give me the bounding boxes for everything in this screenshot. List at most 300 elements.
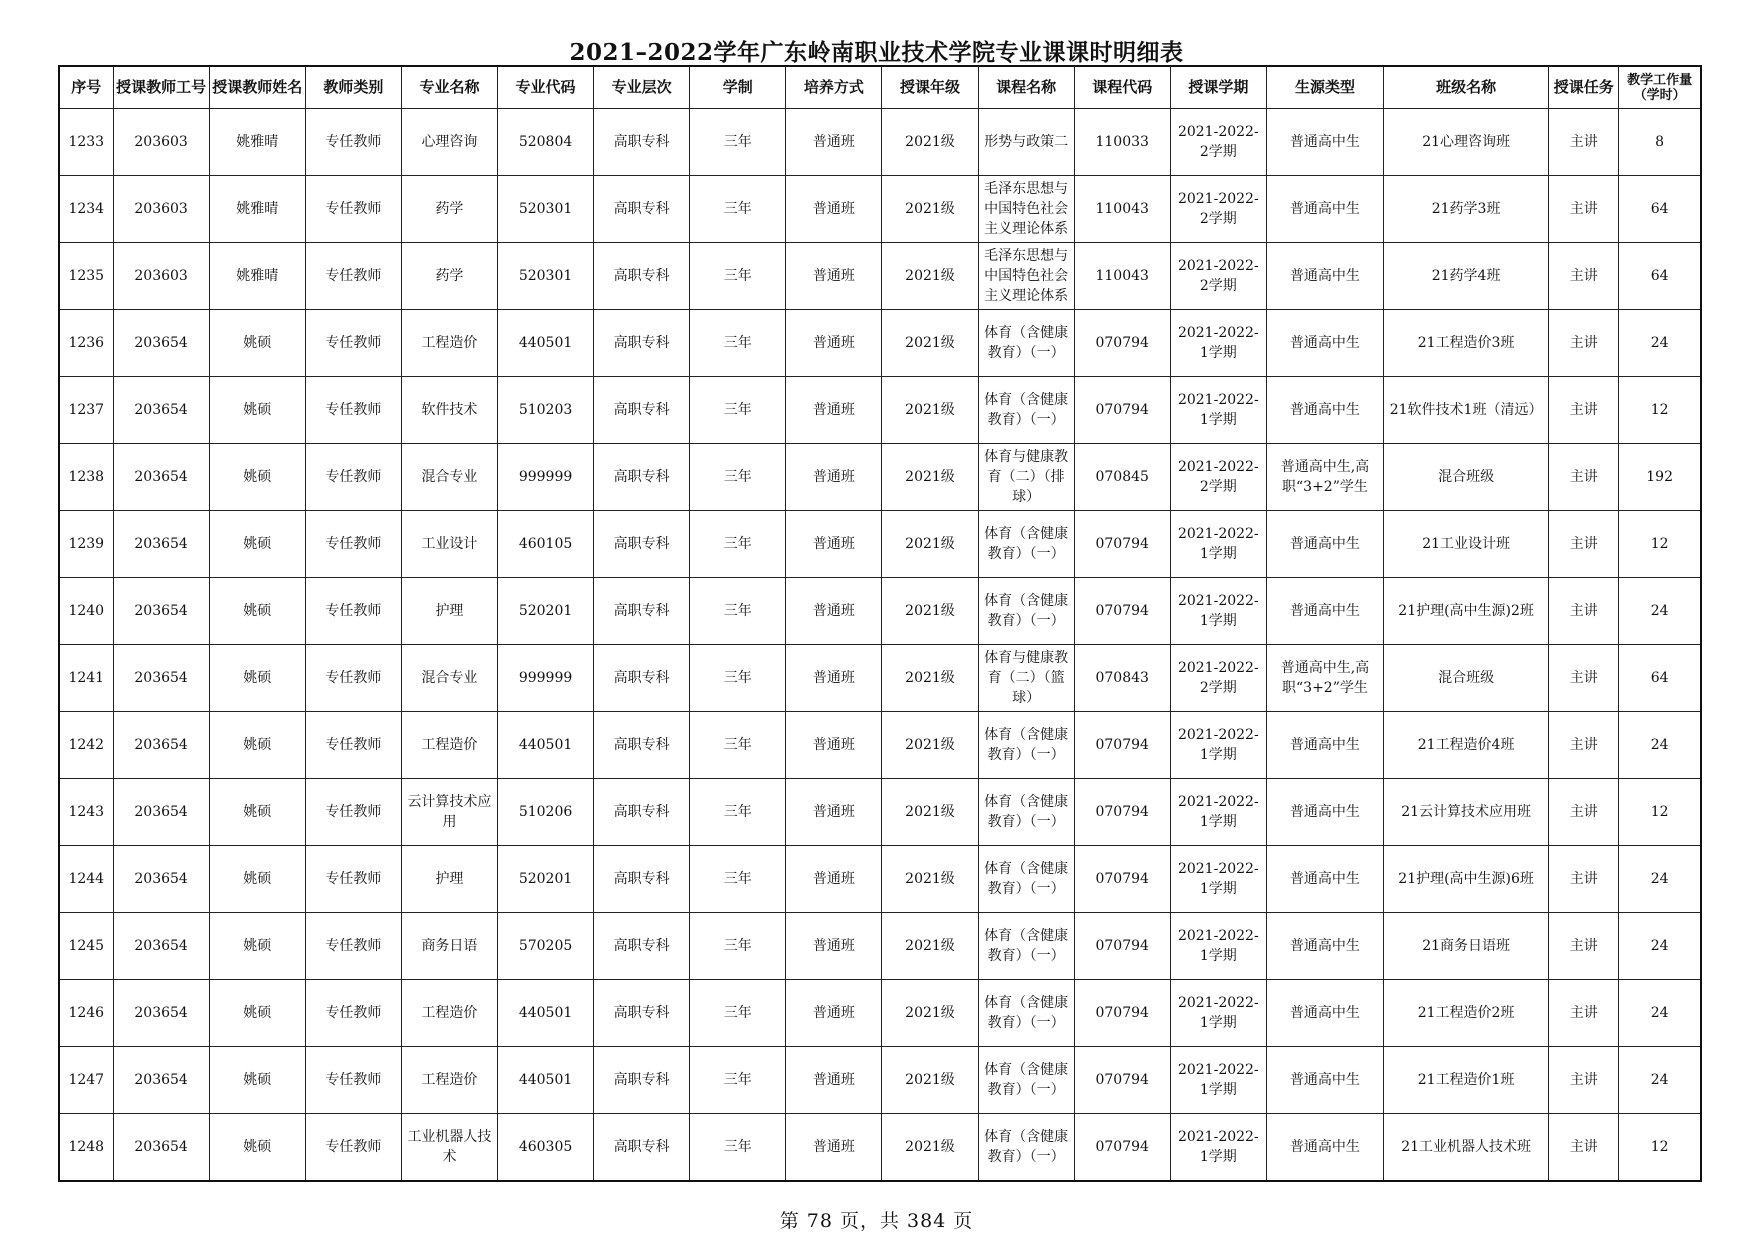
cell-col-workload: 12 — [1619, 779, 1701, 846]
cell-col-teacher-name: 姚硕 — [209, 377, 305, 444]
cell-col-task: 主讲 — [1549, 109, 1619, 176]
cell-col-workload: 24 — [1619, 1047, 1701, 1114]
cell-col-workload: 192 — [1619, 444, 1701, 511]
cell-col-index: 1246 — [59, 980, 113, 1047]
cell-col-major-code: 520201 — [498, 846, 594, 913]
header-col-training-mode: 培养方式 — [786, 66, 882, 109]
table-row — [59, 913, 1701, 980]
cell-col-student-source: 普通高中生 — [1266, 176, 1383, 243]
cell-col-task: 主讲 — [1549, 645, 1619, 712]
cell-col-duration: 三年 — [690, 712, 786, 779]
course-name-text: 体育与健康教育（二）（篮球） — [984, 650, 1069, 706]
course-name-text: 体育（含健康教育）（一） — [984, 928, 1069, 964]
cell-col-teacher-type: 专任教师 — [305, 243, 401, 310]
cell-col-major-code: 460305 — [498, 1114, 594, 1182]
cell-col-workload: 12 — [1619, 377, 1701, 444]
cell-col-major-name: 软件技术 — [401, 377, 497, 444]
cell-col-duration: 三年 — [690, 913, 786, 980]
cell-col-grade: 2021级 — [882, 779, 978, 846]
header-col-teacher-type: 教师类别 — [305, 66, 401, 109]
cell-col-teacher-name: 姚硕 — [209, 511, 305, 578]
cell-col-teacher-id: 203654 — [113, 578, 209, 645]
table-row — [59, 578, 1701, 645]
cell-col-index: 1247 — [59, 1047, 113, 1114]
cell-col-course-name — [978, 913, 1074, 980]
cell-col-teacher-type: 专任教师 — [305, 578, 401, 645]
cell-col-major-level: 高职专科 — [594, 176, 690, 243]
cell-col-task: 主讲 — [1549, 310, 1619, 377]
cell-col-course-code: 070794 — [1074, 310, 1170, 377]
cell-col-term: 2021-2022-2学期 — [1170, 176, 1266, 243]
cell-col-course-name — [978, 243, 1074, 310]
cell-col-major-name: 混合专业 — [401, 645, 497, 712]
cell-col-major-code: 520804 — [498, 109, 594, 176]
cell-col-student-source: 普通高中生 — [1266, 109, 1383, 176]
cell-col-workload: 24 — [1619, 578, 1701, 645]
cell-col-course-code: 070794 — [1074, 1047, 1170, 1114]
course-name-text: 体育（含健康教育）（一） — [984, 325, 1069, 361]
cell-col-training-mode: 普通班 — [786, 913, 882, 980]
cell-col-teacher-id: 203654 — [113, 913, 209, 980]
cell-col-teacher-type: 专任教师 — [305, 645, 401, 712]
cell-col-duration: 三年 — [690, 176, 786, 243]
cell-col-training-mode: 普通班 — [786, 1047, 882, 1114]
header-col-teacher-name: 授课教师姓名 — [209, 66, 305, 109]
cell-col-major-name: 商务日语 — [401, 913, 497, 980]
cell-col-major-code: 440501 — [498, 980, 594, 1047]
cell-col-training-mode: 普通班 — [786, 980, 882, 1047]
cell-col-student-source: 普通高中生 — [1266, 1114, 1383, 1182]
cell-col-training-mode: 普通班 — [786, 310, 882, 377]
cell-col-grade: 2021级 — [882, 310, 978, 377]
cell-col-major-level: 高职专科 — [594, 310, 690, 377]
table-row — [59, 444, 1701, 511]
course-name-text: 体育（含健康教育）（一） — [984, 995, 1069, 1031]
cell-col-index: 1238 — [59, 444, 113, 511]
course-name-text: 体育（含健康教育）（一） — [984, 727, 1069, 763]
cell-col-course-code: 070794 — [1074, 578, 1170, 645]
cell-col-teacher-name: 姚雅晴 — [209, 109, 305, 176]
cell-col-term: 2021-2022-1学期 — [1170, 913, 1266, 980]
cell-col-training-mode: 普通班 — [786, 779, 882, 846]
cell-col-teacher-type: 专任教师 — [305, 377, 401, 444]
course-name-text: 形势与政策二 — [984, 134, 1069, 150]
cell-col-grade: 2021级 — [882, 913, 978, 980]
cell-col-major-code: 570205 — [498, 913, 594, 980]
header-col-teacher-id: 授课教师工号 — [113, 66, 209, 109]
cell-col-class-name: 21工业机器人技术班 — [1384, 1114, 1549, 1182]
cell-col-course-code: 070794 — [1074, 377, 1170, 444]
cell-col-teacher-id: 203654 — [113, 1047, 209, 1114]
cell-col-major-name: 工程造价 — [401, 1047, 497, 1114]
cell-col-major-name: 混合专业 — [401, 444, 497, 511]
table-row — [59, 1114, 1701, 1182]
cell-col-major-name: 药学 — [401, 243, 497, 310]
cell-col-major-level: 高职专科 — [594, 1114, 690, 1182]
cell-col-task: 主讲 — [1549, 511, 1619, 578]
cell-col-class-name: 21药学3班 — [1384, 176, 1549, 243]
cell-col-major-code: 520201 — [498, 578, 594, 645]
cell-col-teacher-name: 姚硕 — [209, 645, 305, 712]
cell-col-grade: 2021级 — [882, 578, 978, 645]
table-row — [59, 377, 1701, 444]
cell-col-duration: 三年 — [690, 377, 786, 444]
cell-col-class-name: 混合班级 — [1384, 645, 1549, 712]
cell-col-teacher-id: 203654 — [113, 980, 209, 1047]
cell-col-training-mode: 普通班 — [786, 444, 882, 511]
cell-col-course-name — [978, 846, 1074, 913]
course-hours-table — [58, 65, 1702, 1182]
cell-col-student-source: 普通高中生 — [1266, 980, 1383, 1047]
cell-col-workload: 24 — [1619, 846, 1701, 913]
cell-col-course-code: 070794 — [1074, 779, 1170, 846]
header-col-student-source: 生源类型 — [1266, 66, 1383, 109]
cell-col-teacher-type: 专任教师 — [305, 176, 401, 243]
cell-col-class-name: 21工程造价1班 — [1384, 1047, 1549, 1114]
cell-col-class-name: 混合班级 — [1384, 444, 1549, 511]
header-col-duration: 学制 — [690, 66, 786, 109]
header-col-major-name: 专业名称 — [401, 66, 497, 109]
page-title: 2021–2022学年广东岭南职业技术学院专业课课时明细表 — [569, 39, 1184, 66]
cell-col-term: 2021-2022-1学期 — [1170, 377, 1266, 444]
cell-col-student-source: 普通高中生 — [1266, 1047, 1383, 1114]
cell-col-term: 2021-2022-2学期 — [1170, 243, 1266, 310]
cell-col-training-mode: 普通班 — [786, 243, 882, 310]
cell-col-course-name — [978, 980, 1074, 1047]
cell-col-teacher-type: 专任教师 — [305, 980, 401, 1047]
header-col-major-code: 专业代码 — [498, 66, 594, 109]
cell-col-class-name: 21商务日语班 — [1384, 913, 1549, 980]
course-name-text: 体育（含健康教育）（一） — [984, 1062, 1069, 1098]
cell-col-teacher-id: 203603 — [113, 243, 209, 310]
cell-col-major-code: 440501 — [498, 712, 594, 779]
cell-col-course-name — [978, 377, 1074, 444]
cell-col-workload: 24 — [1619, 712, 1701, 779]
cell-col-major-code: 999999 — [498, 444, 594, 511]
cell-col-workload: 64 — [1619, 645, 1701, 712]
cell-col-course-code: 110033 — [1074, 109, 1170, 176]
cell-col-course-code: 110043 — [1074, 243, 1170, 310]
course-name-text: 体育（含健康教育）（一） — [984, 861, 1069, 897]
cell-col-grade: 2021级 — [882, 645, 978, 712]
cell-col-class-name: 21工业设计班 — [1384, 511, 1549, 578]
cell-col-duration: 三年 — [690, 1047, 786, 1114]
cell-col-workload: 24 — [1619, 913, 1701, 980]
cell-col-teacher-type: 专任教师 — [305, 913, 401, 980]
cell-col-training-mode: 普通班 — [786, 645, 882, 712]
cell-col-course-code: 070794 — [1074, 511, 1170, 578]
cell-col-teacher-id: 203654 — [113, 1114, 209, 1182]
cell-col-major-name: 心理咨询 — [401, 109, 497, 176]
cell-col-teacher-type: 专任教师 — [305, 846, 401, 913]
cell-col-duration: 三年 — [690, 243, 786, 310]
cell-col-student-source: 普通高中生 — [1266, 846, 1383, 913]
cell-col-course-name — [978, 176, 1074, 243]
cell-col-task: 主讲 — [1549, 377, 1619, 444]
cell-col-duration: 三年 — [690, 578, 786, 645]
cell-col-major-name: 护理 — [401, 846, 497, 913]
header-col-workload: 教学工作量（学时） — [1619, 66, 1701, 109]
cell-col-teacher-type: 专任教师 — [305, 779, 401, 846]
cell-col-teacher-name: 姚硕 — [209, 712, 305, 779]
cell-col-training-mode: 普通班 — [786, 377, 882, 444]
cell-col-index: 1241 — [59, 645, 113, 712]
cell-col-task: 主讲 — [1549, 846, 1619, 913]
cell-col-student-source: 普通高中生 — [1266, 712, 1383, 779]
cell-col-grade: 2021级 — [882, 846, 978, 913]
cell-col-task: 主讲 — [1549, 1047, 1619, 1114]
cell-col-major-level: 高职专科 — [594, 1047, 690, 1114]
header-col-course-name: 课程名称 — [978, 66, 1074, 109]
cell-col-duration: 三年 — [690, 645, 786, 712]
cell-col-workload: 24 — [1619, 980, 1701, 1047]
cell-col-class-name: 21药学4班 — [1384, 243, 1549, 310]
cell-col-training-mode: 普通班 — [786, 109, 882, 176]
cell-col-course-name — [978, 712, 1074, 779]
cell-col-teacher-id: 203654 — [113, 310, 209, 377]
cell-col-task: 主讲 — [1549, 980, 1619, 1047]
table-row — [59, 712, 1701, 779]
cell-col-student-source: 普通高中生,高职“3+2”学生 — [1266, 444, 1383, 511]
cell-col-major-code: 510206 — [498, 779, 594, 846]
cell-col-student-source: 普通高中生 — [1266, 578, 1383, 645]
table-header-row — [59, 66, 1701, 109]
cell-col-duration: 三年 — [690, 846, 786, 913]
cell-col-task: 主讲 — [1549, 913, 1619, 980]
header-col-course-code: 课程代码 — [1074, 66, 1170, 109]
course-name-text: 毛泽东思想与中国特色社会主义理论体系 — [984, 181, 1069, 237]
cell-col-major-name: 工程造价 — [401, 712, 497, 779]
cell-col-course-code: 070794 — [1074, 846, 1170, 913]
cell-col-major-code: 520301 — [498, 176, 594, 243]
cell-col-student-source: 普通高中生 — [1266, 310, 1383, 377]
page-footer: 第 78 页，共 384 页 — [779, 1210, 974, 1232]
cell-col-teacher-type: 专任教师 — [305, 444, 401, 511]
cell-col-teacher-id: 203603 — [113, 109, 209, 176]
cell-col-task: 主讲 — [1549, 243, 1619, 310]
cell-col-class-name: 21工程造价3班 — [1384, 310, 1549, 377]
cell-col-teacher-name: 姚硕 — [209, 779, 305, 846]
table-row — [59, 511, 1701, 578]
cell-col-major-level: 高职专科 — [594, 444, 690, 511]
cell-col-course-name — [978, 511, 1074, 578]
cell-col-major-name: 云计算技术应用 — [401, 779, 497, 846]
cell-col-teacher-name: 姚硕 — [209, 846, 305, 913]
cell-col-workload: 64 — [1619, 243, 1701, 310]
cell-col-grade: 2021级 — [882, 712, 978, 779]
cell-col-major-level: 高职专科 — [594, 712, 690, 779]
header-col-grade: 授课年级 — [882, 66, 978, 109]
cell-col-teacher-type: 专任教师 — [305, 1047, 401, 1114]
cell-col-major-level: 高职专科 — [594, 913, 690, 980]
header-col-index: 序号 — [59, 66, 113, 109]
cell-col-student-source: 普通高中生 — [1266, 511, 1383, 578]
cell-col-training-mode: 普通班 — [786, 176, 882, 243]
cell-col-index: 1233 — [59, 109, 113, 176]
cell-col-teacher-name: 姚硕 — [209, 444, 305, 511]
cell-col-course-code: 070794 — [1074, 1114, 1170, 1182]
cell-col-teacher-type: 专任教师 — [305, 1114, 401, 1182]
cell-col-grade: 2021级 — [882, 980, 978, 1047]
cell-col-major-level: 高职专科 — [594, 243, 690, 310]
cell-col-teacher-id: 203654 — [113, 846, 209, 913]
cell-col-index: 1235 — [59, 243, 113, 310]
course-name-text: 体育与健康教育（二）（排球） — [984, 449, 1069, 505]
cell-col-task: 主讲 — [1549, 444, 1619, 511]
cell-col-task: 主讲 — [1549, 578, 1619, 645]
cell-col-index: 1243 — [59, 779, 113, 846]
cell-col-teacher-name: 姚硕 — [209, 1114, 305, 1182]
cell-col-teacher-name: 姚硕 — [209, 310, 305, 377]
cell-col-student-source: 普通高中生 — [1266, 377, 1383, 444]
cell-col-grade: 2021级 — [882, 176, 978, 243]
cell-col-major-name: 工程造价 — [401, 310, 497, 377]
cell-col-term: 2021-2022-1学期 — [1170, 1114, 1266, 1182]
cell-col-index: 1239 — [59, 511, 113, 578]
cell-col-major-code: 440501 — [498, 310, 594, 377]
cell-col-course-code: 110043 — [1074, 176, 1170, 243]
table-row — [59, 310, 1701, 377]
cell-col-duration: 三年 — [690, 980, 786, 1047]
cell-col-course-name — [978, 310, 1074, 377]
cell-col-teacher-name: 姚硕 — [209, 578, 305, 645]
cell-col-major-level: 高职专科 — [594, 846, 690, 913]
cell-col-term: 2021-2022-1学期 — [1170, 779, 1266, 846]
cell-col-major-name: 工业设计 — [401, 511, 497, 578]
cell-col-workload: 24 — [1619, 310, 1701, 377]
cell-col-major-level: 高职专科 — [594, 511, 690, 578]
cell-col-major-name: 工程造价 — [401, 980, 497, 1047]
cell-col-training-mode: 普通班 — [786, 578, 882, 645]
cell-col-term: 2021-2022-2学期 — [1170, 444, 1266, 511]
cell-col-class-name: 21护理(高中生源)6班 — [1384, 846, 1549, 913]
cell-col-course-code: 070794 — [1074, 712, 1170, 779]
cell-col-teacher-id: 203654 — [113, 444, 209, 511]
cell-col-major-level: 高职专科 — [594, 779, 690, 846]
cell-col-class-name: 21云计算技术应用班 — [1384, 779, 1549, 846]
cell-col-workload: 12 — [1619, 1114, 1701, 1182]
cell-col-teacher-id: 203654 — [113, 377, 209, 444]
cell-col-training-mode: 普通班 — [786, 846, 882, 913]
cell-col-term: 2021-2022-1学期 — [1170, 578, 1266, 645]
cell-col-teacher-type: 专任教师 — [305, 310, 401, 377]
cell-col-teacher-type: 专任教师 — [305, 109, 401, 176]
table-row — [59, 645, 1701, 712]
table-body — [59, 109, 1701, 1182]
cell-col-teacher-id: 203654 — [113, 511, 209, 578]
cell-col-term: 2021-2022-2学期 — [1170, 109, 1266, 176]
cell-col-student-source: 普通高中生 — [1266, 243, 1383, 310]
cell-col-student-source: 普通高中生,高职“3+2”学生 — [1266, 645, 1383, 712]
course-name-text: 体育（含健康教育）（一） — [984, 526, 1069, 562]
header-col-term: 授课学期 — [1170, 66, 1266, 109]
cell-col-teacher-name: 姚雅晴 — [209, 176, 305, 243]
cell-col-duration: 三年 — [690, 511, 786, 578]
table-row — [59, 243, 1701, 310]
cell-col-course-code: 070845 — [1074, 444, 1170, 511]
cell-col-teacher-name: 姚硕 — [209, 913, 305, 980]
cell-col-term: 2021-2022-2学期 — [1170, 645, 1266, 712]
cell-col-workload: 64 — [1619, 176, 1701, 243]
cell-col-workload: 8 — [1619, 109, 1701, 176]
cell-col-major-level: 高职专科 — [594, 645, 690, 712]
cell-col-term: 2021-2022-1学期 — [1170, 712, 1266, 779]
cell-col-task: 主讲 — [1549, 176, 1619, 243]
cell-col-term: 2021-2022-1学期 — [1170, 511, 1266, 578]
cell-col-course-name — [978, 1114, 1074, 1182]
cell-col-teacher-name: 姚硕 — [209, 980, 305, 1047]
cell-col-teacher-name: 姚雅晴 — [209, 243, 305, 310]
cell-col-course-name — [978, 1047, 1074, 1114]
cell-col-class-name: 21工程造价2班 — [1384, 980, 1549, 1047]
cell-col-duration: 三年 — [690, 310, 786, 377]
course-name-text: 体育（含健康教育）（一） — [984, 794, 1069, 830]
table-row — [59, 176, 1701, 243]
cell-col-student-source: 普通高中生 — [1266, 779, 1383, 846]
course-name-text: 毛泽东思想与中国特色社会主义理论体系 — [984, 248, 1069, 304]
cell-col-major-code: 460105 — [498, 511, 594, 578]
cell-col-major-name: 药学 — [401, 176, 497, 243]
header-col-major-level: 专业层次 — [594, 66, 690, 109]
cell-col-training-mode: 普通班 — [786, 1114, 882, 1182]
cell-col-major-code: 520301 — [498, 243, 594, 310]
cell-col-class-name: 21软件技术1班（清远） — [1384, 377, 1549, 444]
cell-col-course-name — [978, 444, 1074, 511]
cell-col-course-code: 070794 — [1074, 980, 1170, 1047]
cell-col-major-name: 工业机器人技术 — [401, 1114, 497, 1182]
cell-col-teacher-id: 203654 — [113, 712, 209, 779]
cell-col-grade: 2021级 — [882, 1114, 978, 1182]
cell-col-task: 主讲 — [1549, 1114, 1619, 1182]
cell-col-index: 1248 — [59, 1114, 113, 1182]
cell-col-major-level: 高职专科 — [594, 377, 690, 444]
cell-col-term: 2021-2022-1学期 — [1170, 980, 1266, 1047]
cell-col-major-level: 高职专科 — [594, 980, 690, 1047]
cell-col-training-mode: 普通班 — [786, 511, 882, 578]
cell-col-major-level: 高职专科 — [594, 109, 690, 176]
cell-col-task: 主讲 — [1549, 779, 1619, 846]
course-name-text: 体育（含健康教育）（一） — [984, 1129, 1069, 1165]
cell-col-term: 2021-2022-1学期 — [1170, 310, 1266, 377]
cell-col-duration: 三年 — [690, 1114, 786, 1182]
cell-col-teacher-name: 姚硕 — [209, 1047, 305, 1114]
cell-col-grade: 2021级 — [882, 377, 978, 444]
cell-col-task: 主讲 — [1549, 712, 1619, 779]
cell-col-duration: 三年 — [690, 109, 786, 176]
cell-col-teacher-type: 专任教师 — [305, 712, 401, 779]
cell-col-class-name: 21护理(高中生源)2班 — [1384, 578, 1549, 645]
table-row — [59, 779, 1701, 846]
cell-col-index: 1244 — [59, 846, 113, 913]
cell-col-course-name — [978, 109, 1074, 176]
cell-col-grade: 2021级 — [882, 444, 978, 511]
cell-col-term: 2021-2022-1学期 — [1170, 1047, 1266, 1114]
cell-col-class-name: 21心理咨询班 — [1384, 109, 1549, 176]
cell-col-index: 1240 — [59, 578, 113, 645]
cell-col-index: 1234 — [59, 176, 113, 243]
cell-col-index: 1237 — [59, 377, 113, 444]
cell-col-major-code: 999999 — [498, 645, 594, 712]
cell-col-index: 1245 — [59, 913, 113, 980]
table-row — [59, 846, 1701, 913]
header-col-class-name: 班级名称 — [1384, 66, 1549, 109]
cell-col-course-name — [978, 779, 1074, 846]
header-col-task: 授课任务 — [1549, 66, 1619, 109]
table-row — [59, 980, 1701, 1047]
cell-col-duration: 三年 — [690, 779, 786, 846]
course-name-text: 体育（含健康教育）（一） — [984, 392, 1069, 428]
cell-col-course-name — [978, 645, 1074, 712]
